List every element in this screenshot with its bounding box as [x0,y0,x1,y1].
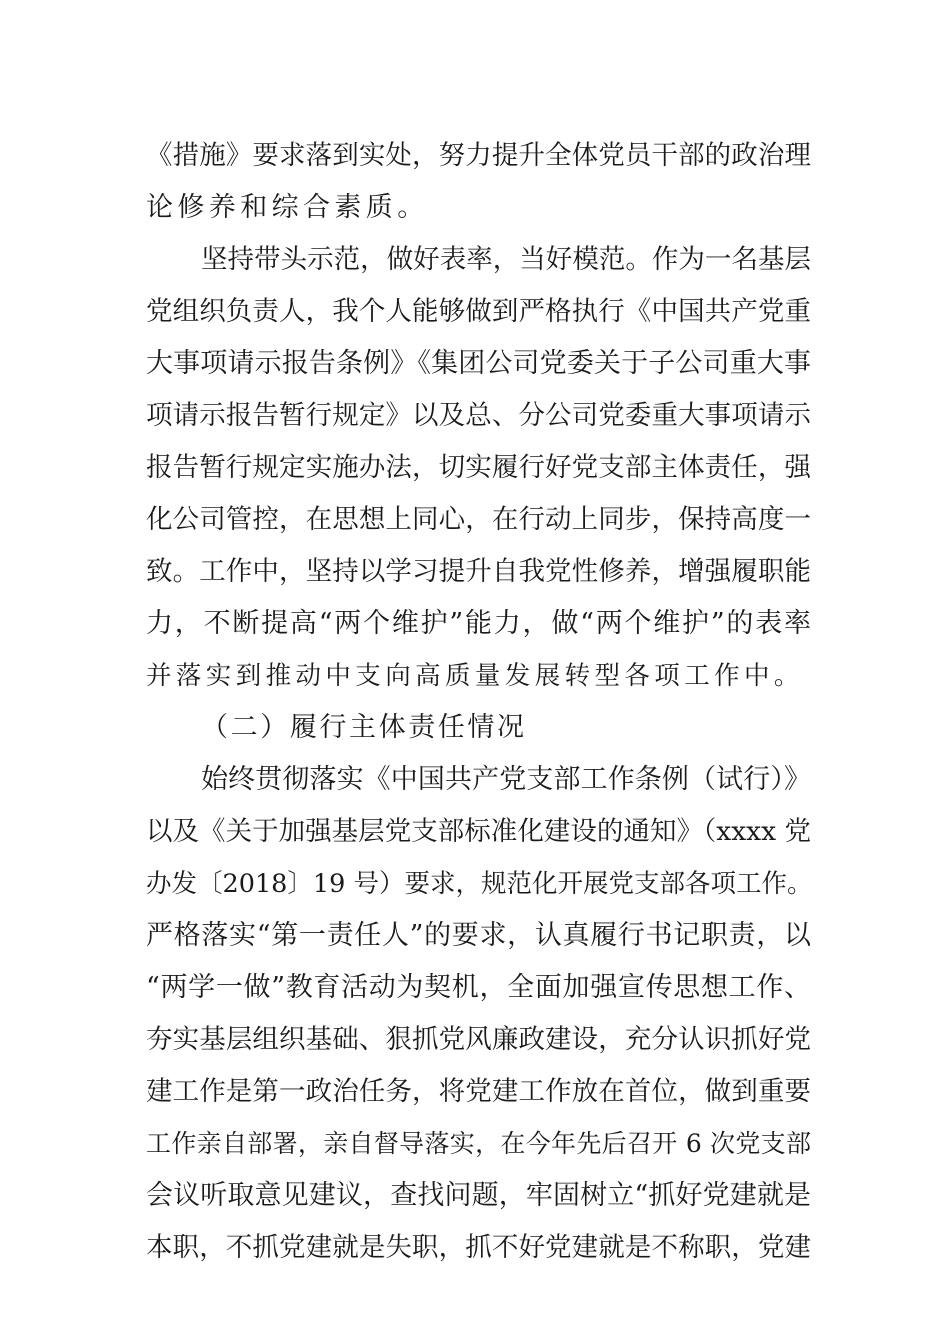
text-line: 《措施》要求落到实处，努力提升全体党员干部的政治理 [146,140,811,171]
text-line: 项请示报告暂行规定》以及总、分公司党委重大事项请示 [146,400,811,431]
text-line: 夯实基层组织基础、狠抓党风廉政建设，充分认识抓好党 [146,1024,811,1055]
paragraph-first-line: 始终贯彻落实《中国共产党支部工作条例（试行）》 [201,764,811,795]
text-line: 严格落实“第一责任人”的要求，认真履行书记职责，以 [146,920,811,951]
text-line: 工作亲自部署，亲自督导落实，在今年先后召开 6 次党支部 [146,1129,811,1158]
text-line: 大事项请示报告条例》《集团公司党委关于子公司重大事 [146,348,811,379]
text-line: 党组织负责人，我个人能够做到严格执行《中国共产党重 [146,296,811,327]
text-line: 致。工作中，坚持以学习提升自我党性修养，增强履职能 [146,556,811,587]
text-line: 办发〔2018〕19 号）要求，规范化开展党支部各项工作。 [146,869,813,899]
text-line: 本职，不抓党建就是失职，抓不好党建就是不称职，党建 [146,1232,811,1263]
text-line: 报告暂行规定实施办法，切实履行好党支部主体责任，强 [146,452,811,483]
text-line: 并落实到推动中支向高质量发展转型各项工作中。 [146,661,804,691]
text-line: “两学一做”教育活动为契机，全面加强宣传思想工作、 [146,972,811,1003]
text-line: 化公司管控，在思想上同心，在行动上同步，保持高度一 [146,504,811,535]
text-line: 以及《关于加强基层党支部标准化建设的通知》（xxxx 党 [146,816,811,847]
text-line: 论修养和综合素质。 [146,192,429,223]
text-line: 会议听取意见建议，查找问题，牢固树立“抓好党建就是 [146,1180,811,1211]
text-line: 建工作是第一政治任务，将党建工作放在首位，做到重要 [146,1076,811,1107]
section-heading: （二）履行主体责任情况 [201,712,527,743]
text-line: 力，不断提高“两个维护”能力，做“两个维护”的表率 [146,608,811,639]
paragraph-first-line: 坚持带头示范，做好表率，当好模范。作为一名基层 [201,244,811,275]
